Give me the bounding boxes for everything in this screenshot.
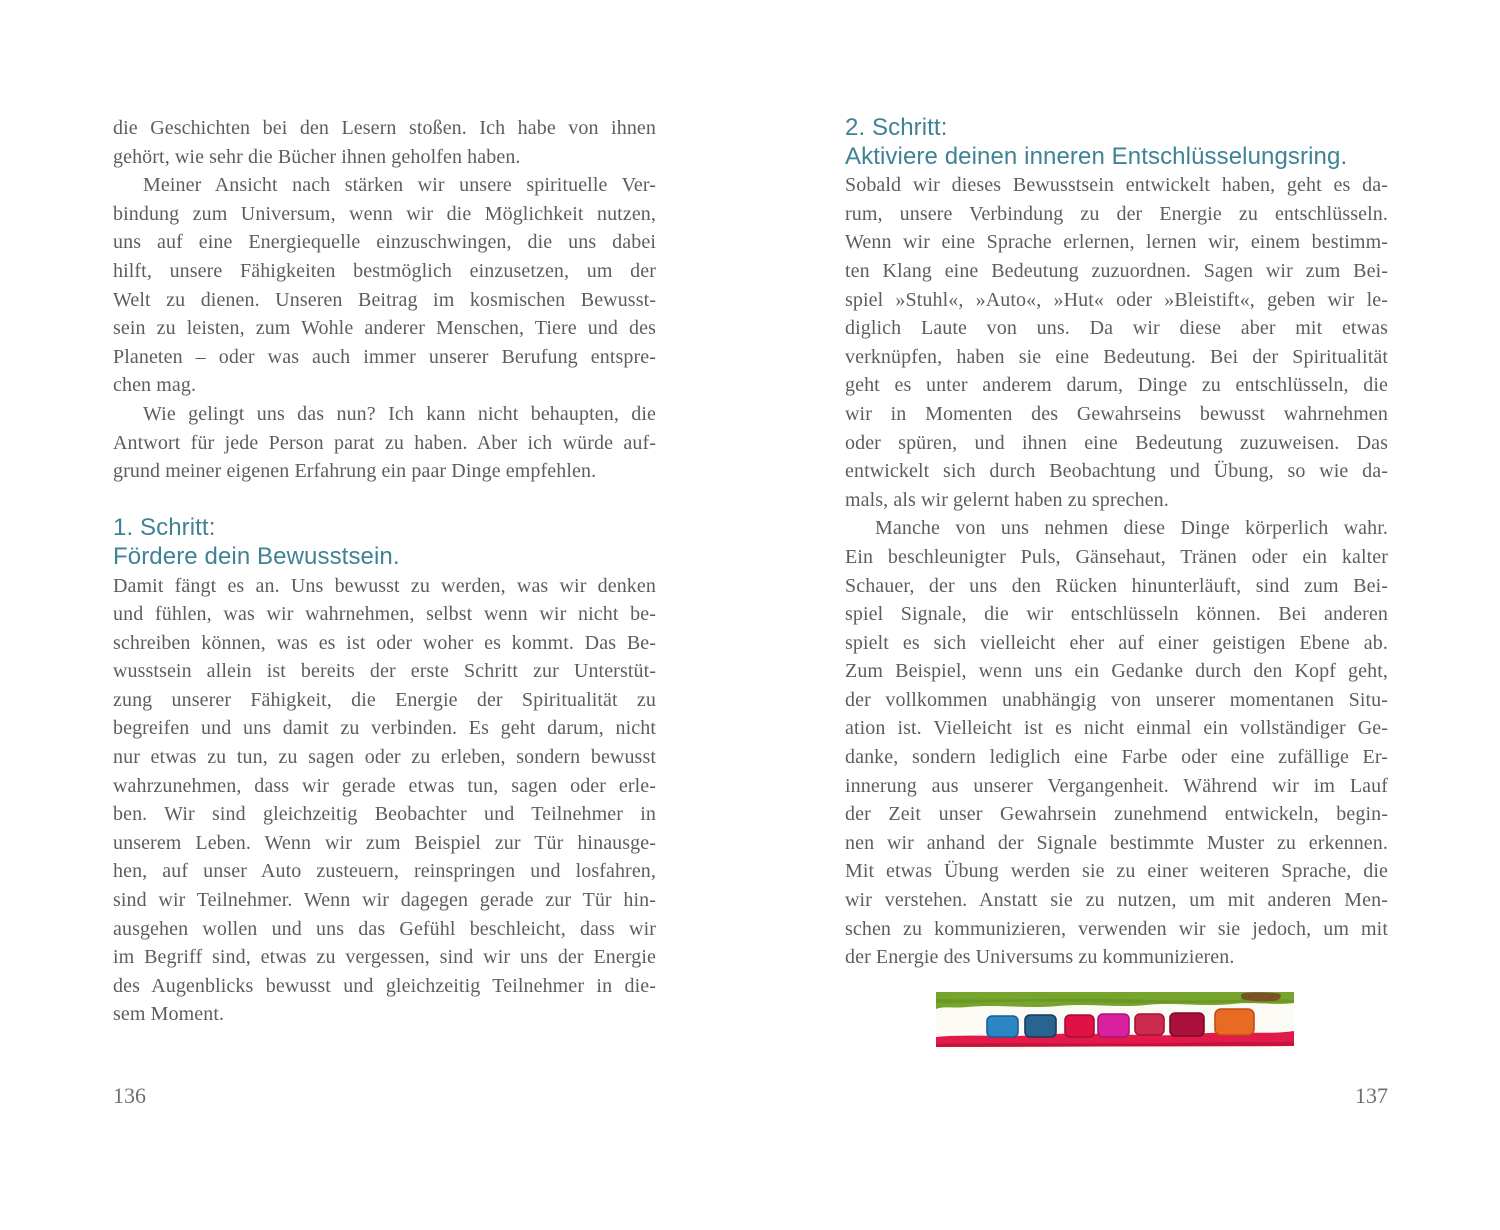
text-line: chen mag. (113, 374, 197, 397)
text-line: entwickelt sich durch Beobachtung und Übung, so wie da- (845, 460, 1388, 483)
text-line: innerung aus unserer Vergangenheit. Während wir im Lauf (845, 774, 1388, 797)
text-line: schen zu kommunizieren, verwenden wir sie jedoch, um mit (845, 917, 1388, 940)
text-line: der Zeit unser Gewahrsein zunehmend entwickeln, begin- (845, 803, 1388, 826)
paragraph-gap (113, 486, 656, 515)
watercolor-strip-illustration (936, 992, 1294, 1049)
text-line: diglich Laute von uns. Da wir diese aber mit etwas (845, 317, 1388, 340)
text-line: ten Klang eine Bedeutung zuzuordnen. Sagen wir zum Bei- (845, 259, 1388, 282)
text-line: und fühlen, was wir wahrnehmen, selbst wenn wir nicht be- (113, 603, 656, 626)
page-number-right: 137 (1355, 1083, 1388, 1108)
paint-square-maroon (1170, 1013, 1204, 1036)
text-line: zung unserer Fähigkeit, die Energie der Spiritualität zu (113, 688, 656, 711)
text-line: sein zu leisten, zum Wohle anderer Menschen, Tiere und des (113, 317, 656, 340)
text-line: wir verstehen. Anstatt sie zu nutzen, um mit anderen Men- (845, 889, 1388, 912)
brown-patch (1241, 992, 1281, 1001)
section-heading-line: Aktiviere deinen inneren Entschlüsselungsring. (845, 142, 1348, 170)
text-line: verknüpfen, haben sie eine Bedeutung. Bei der Spiritualität (845, 345, 1388, 368)
text-line: Wenn wir eine Sprache erlernen, lernen wir, einem bestimm- (845, 231, 1388, 254)
text-line: im Begriff sind, etwas zu vergessen, sind wir uns der Energie (113, 946, 656, 969)
section-heading-line: 1. Schritt: (113, 514, 216, 542)
text-line: Zum Beispiel, wenn uns ein Gedanke durch den Kopf geht, (845, 660, 1388, 683)
text-line: spiel Signale, die wir entschlüsseln können. Bei anderen (845, 603, 1388, 626)
text-line: nur etwas zu tun, zu sagen oder zu erleben, sondern bewusst (113, 746, 656, 769)
text-line: Schauer, der uns den Rücken hinunterläuft, sind zum Bei- (845, 574, 1388, 597)
text-line: Meiner Ansicht nach stärken wir unsere spirituelle Ver- (143, 174, 656, 197)
text-line: oder spüren, und ihnen eine Bedeutung zuzuweisen. Das (845, 431, 1388, 454)
paint-square-blue (987, 1016, 1018, 1037)
text-line: Ein beschleunigter Puls, Gänsehaut, Tränen oder ein kalter (845, 545, 1388, 568)
text-line: nen wir anhand der Signale bestimmte Muster zu erkennen. (845, 831, 1388, 854)
text-line: unserem Leben. Wenn wir zum Beispiel zur Tür hinausge- (113, 831, 656, 854)
text-line: uns auf eine Energiequelle einzuschwingen, die uns dabei (113, 231, 656, 254)
text-line: hilft, unsere Fähigkeiten bestmöglich einzusetzen, um der (113, 259, 656, 282)
paint-square-magenta (1098, 1014, 1129, 1037)
text-line: sind wir Teilnehmer. Wenn wir dagegen gerade zur Tür hin- (113, 889, 656, 912)
paint-square-orange (1215, 1009, 1254, 1035)
text-line: begreifen und uns damit zu verbinden. Es geht darum, nicht (113, 717, 656, 740)
section-heading-line: 2. Schritt: (845, 114, 948, 141)
text-line: sem Moment. (113, 1003, 225, 1026)
text-line: grund meiner eigenen Erfahrung ein paar Dinge empfehlen. (113, 460, 597, 483)
text-line: ben. Wir sind gleichzeitig Beobachter und Teilnehmer in (113, 803, 656, 826)
text-line: spielt es sich vielleicht eher auf einer geistigen Ebene ab. (845, 631, 1388, 654)
text-line: wir in Momenten des Gewahrseins bewusst wahrnehmen (845, 402, 1388, 425)
text-line: gehört, wie sehr die Bücher ihnen geholfen haben. (113, 145, 521, 168)
paint-square-crimson (1065, 1015, 1094, 1037)
left-page (113, 114, 656, 1029)
text-line: spiel »Stuhl«, »Auto«, »Hut« oder »Bleistift«, geben wir le- (845, 288, 1388, 311)
text-line: Planeten – oder was auch immer unserer Berufung entspre- (113, 345, 656, 368)
text-line: der Energie des Universums zu kommunizieren. (845, 946, 1235, 969)
text-line: Mit etwas Übung werden sie zu einer weiteren Sprache, die (845, 860, 1388, 883)
text-line: wahrzunehmen, dass wir gerade etwas tun, sagen oder erle- (113, 774, 656, 797)
text-line: hen, auf unser Auto zusteuern, reinspringen und losfahren, (113, 860, 656, 883)
text-line: danke, sondern lediglich eine Farbe oder eine zufällige Er- (845, 746, 1388, 769)
text-line: geht es unter anderem darum, Dinge zu entschlüsseln, die (845, 374, 1388, 397)
text-line: Sobald wir dieses Bewusstsein entwickelt haben, geht es da- (845, 174, 1388, 197)
text-line: Manche von uns nehmen diese Dinge körperlich wahr. (875, 517, 1388, 540)
text-line: ation ist. Vielleicht ist es nicht einmal ein vollständiger Ge- (845, 717, 1388, 740)
text-line: Damit fängt es an. Uns bewusst zu werden, was wir denken (113, 574, 656, 597)
text-line: wusstsein allein ist bereits der erste Schritt zur Unterstüt- (113, 660, 656, 683)
text-line: ausgehen wollen und uns das Gefühl beschleicht, dass wir (113, 917, 656, 940)
right-page (845, 114, 1388, 972)
text-line: des Augenblicks bewusst und gleichzeitig Teilnehmer in die- (113, 974, 656, 997)
page-number-left: 136 (113, 1083, 146, 1108)
text-line: mals, als wir gelernt haben zu sprechen. (845, 488, 1169, 511)
text-line: Welt zu dienen. Unseren Beitrag im kosmischen Bewusst- (113, 288, 656, 311)
text-line: bindung zum Universum, wenn wir die Möglichkeit nutzen, (113, 202, 656, 225)
section-heading-line: Fördere dein Bewusstsein. (113, 542, 400, 570)
text-line: Wie gelingt uns das nun? Ich kann nicht behaupten, die (143, 402, 656, 425)
paint-square-red (1135, 1014, 1164, 1035)
text-line: schreiben können, was es ist oder woher es kommt. Das Be- (113, 631, 656, 654)
text-line: der vollkommen unabhängig von unserer momentanen Situ- (845, 688, 1388, 711)
paint-square-steel-blue (1025, 1015, 1056, 1037)
text-line: die Geschichten bei den Lesern stoßen. Ich habe von ihnen (113, 117, 656, 139)
watercolor-strip-graphic (936, 992, 1294, 1049)
text-line: rum, unsere Verbindung zu der Energie zu entschlüsseln. (845, 202, 1388, 225)
text-line: Antwort für jede Person parat zu haben. Aber ich würde auf- (113, 431, 656, 454)
